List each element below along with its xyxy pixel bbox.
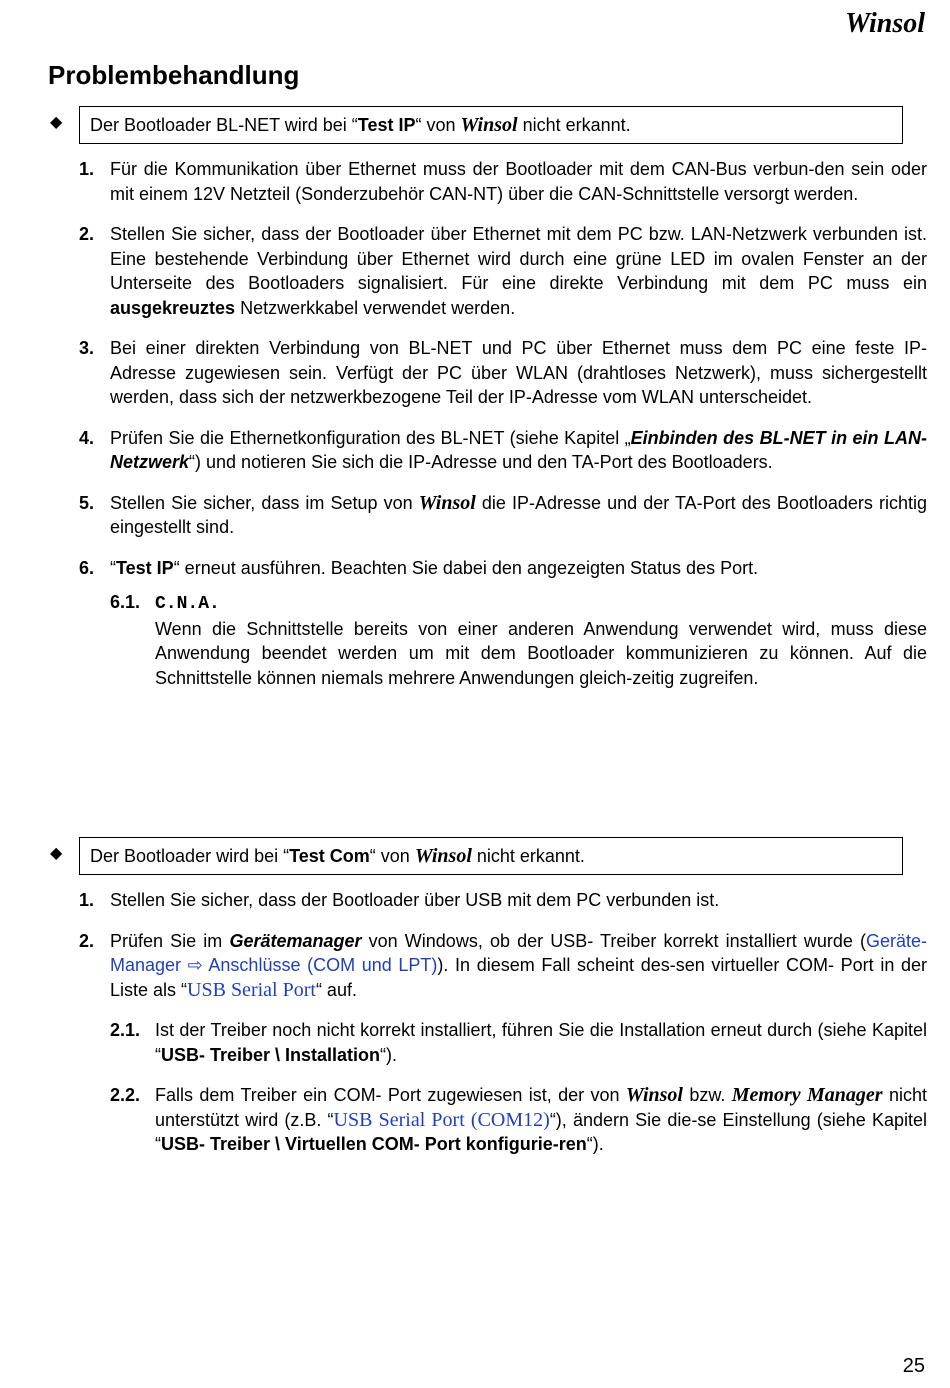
list-item bbox=[79, 888, 927, 913]
sub-item bbox=[110, 1018, 927, 1067]
sub-item-number: 2.1. bbox=[110, 1020, 141, 1040]
sub-item-text: “). bbox=[586, 1134, 604, 1154]
box-bold: Test Com bbox=[289, 846, 370, 866]
list-item bbox=[79, 336, 927, 410]
box-text: “ von bbox=[369, 846, 415, 866]
item-text: die IP-Adresse und der TA-Port des Bootloaders richtig eingestellt sind. bbox=[110, 492, 927, 537]
box-winsol: Winsol bbox=[460, 114, 518, 136]
box-text: nicht erkannt. bbox=[517, 115, 631, 135]
page-number: 25 bbox=[902, 1355, 925, 1377]
item-text: Stellen Sie sicher, dass im Setup von bbox=[110, 492, 419, 513]
troubleshooting-list-ip bbox=[79, 157, 927, 700]
item-number: 5. bbox=[79, 492, 95, 513]
item-text: Netzwerkkabel verwendet werden. bbox=[235, 297, 516, 318]
sub-item bbox=[110, 1083, 927, 1157]
item-text: ). In diesem Fall scheint des-sen virtueller COM- Port in der Liste als “ bbox=[110, 955, 927, 1000]
winsol-name: Winsol bbox=[418, 491, 476, 514]
page-title: Problembehandlung bbox=[48, 60, 300, 90]
troubleshooting-list-com bbox=[79, 888, 927, 1173]
item-number: 6. bbox=[79, 557, 95, 578]
sub-item-number: 6.1. bbox=[110, 592, 141, 612]
item-number: 1. bbox=[79, 890, 95, 910]
item-number: 4. bbox=[79, 427, 95, 448]
status-code: C.N.A. bbox=[155, 594, 220, 614]
box-text: Der Bootloader BL-NET wird bei “ bbox=[90, 115, 358, 135]
sub-item-number: 2.2. bbox=[110, 1085, 141, 1105]
usb-serial-port-label: USB Serial Port bbox=[187, 978, 316, 1001]
brand-logo: Winsol bbox=[845, 8, 925, 39]
sub-item-text: Ist der Treiber noch nicht korrekt installiert, führen Sie die Installation erneut durch (siehe Kapitel “ bbox=[155, 1020, 927, 1065]
memory-manager-name: Memory Manager bbox=[731, 1084, 883, 1106]
usb-serial-port-com12-label: USB Serial Port (COM12) bbox=[333, 1108, 550, 1131]
chapter-reference: Einbinden des BL-NET in ein LAN-Netzwerk bbox=[110, 427, 927, 472]
item-text: Stellen Sie sicher, dass der Bootloader über USB mit dem PC verbunden ist. bbox=[110, 890, 720, 910]
sub-item-text: nicht unterstützt wird (z.B. “ bbox=[155, 1085, 927, 1130]
sub-item bbox=[110, 590, 927, 690]
sub-item-text: Falls dem Treiber ein COM- Port zugewiesen ist, der von bbox=[155, 1085, 626, 1105]
item-text: “ bbox=[110, 557, 116, 578]
item-text: “ erneut ausführen. Beachten Sie dabei den angezeigten Status des Port. bbox=[173, 557, 759, 578]
box-text: nicht erkannt. bbox=[471, 846, 585, 866]
box-text: “ von bbox=[415, 115, 461, 135]
device-manager-term: Gerätemanager bbox=[229, 930, 362, 951]
bullet-diamond-icon: ◆ bbox=[50, 845, 63, 862]
winsol-name: Winsol bbox=[625, 1084, 683, 1106]
issue-box-test-ip bbox=[79, 106, 903, 144]
item-text: Für die Kommunikation über Ethernet muss der Bootloader mit dem CAN-Bus verbun-den sein oder mit einem 12V Netzteil (Sonderzubehör CAN-NT) über die CAN-Schnittstelle versorgt werden. bbox=[110, 159, 927, 204]
box-text: Der Bootloader wird bei “ bbox=[90, 846, 290, 866]
issue-box-test-com bbox=[79, 837, 903, 875]
box-winsol: Winsol bbox=[414, 845, 472, 867]
item-text: Prüfen Sie die Ethernetkonfiguration des BL-NET (siehe Kapitel „ bbox=[110, 427, 631, 448]
item-text: von Windows, ob der USB- Treiber korrekt installiert wurde ( bbox=[361, 930, 866, 951]
sub-item-text: bzw. bbox=[682, 1085, 732, 1105]
device-manager-path: Geräte-Manager ⇨ Anschlüsse (COM und LPT) bbox=[110, 930, 928, 975]
list-item bbox=[79, 556, 927, 691]
chapter-reference: USB- Treiber \ Virtuellen COM- Port konfigurie-ren bbox=[161, 1134, 587, 1154]
item-text: “ auf. bbox=[315, 979, 357, 1000]
item-bold: Test IP bbox=[116, 557, 174, 578]
list-item bbox=[79, 426, 927, 475]
bullet-diamond-icon: ◆ bbox=[50, 114, 63, 131]
sub-item-text: “). bbox=[380, 1044, 398, 1065]
list-item bbox=[79, 222, 927, 320]
item-number: 3. bbox=[79, 338, 95, 358]
list-item bbox=[79, 491, 927, 540]
item-text: Bei einer direkten Verbindung von BL-NET und PC über Ethernet muss dem PC eine feste IP- Adresse zugewiesen sein. Verfügt der PC über WLAN (drahtloses Netzwerk), muss sichergestellt werden, dass sich der netzwerkbezogene Teil der IP-Adresse vom WLAN unterscheidet. bbox=[110, 338, 927, 407]
box-bold: Test IP bbox=[357, 115, 416, 135]
sub-item-text: Wenn die Schnittstelle bereits von einer anderen Anwendung verwendet wird, muss diese Anwendung beendet werden um mit dem Bootloader kommunizieren zu können. Auf die Schnittstelle können niemals mehrere Anwendungen gleich-zeitig zugreifen. bbox=[155, 618, 927, 688]
item-number: 2. bbox=[79, 930, 95, 951]
item-bold: ausgekreuztes bbox=[110, 297, 236, 318]
sub-item-text: “), ändern Sie die-se Einstellung (siehe Kapitel “ bbox=[155, 1109, 927, 1154]
chapter-reference: USB- Treiber \ Installation bbox=[161, 1044, 381, 1065]
item-text: Stellen Sie sicher, dass der Bootloader über Ethernet mit dem PC bzw. LAN-Netzwerk verbunden ist. Eine bestehende Verbindung über Ethernet wird durch eine grüne LED im ovalen Fenster an der Unterseite des Bootloaders signalisiert. Für eine direkte Verbindung mit dem PC muss ein bbox=[110, 224, 927, 293]
item-number: 1. bbox=[79, 159, 95, 179]
item-text: Prüfen Sie im bbox=[110, 930, 230, 951]
item-text: “) und notieren Sie sich die IP-Adresse und den TA-Port des Bootloaders. bbox=[189, 452, 773, 472]
item-number: 2. bbox=[79, 224, 95, 244]
list-item bbox=[79, 929, 927, 1157]
list-item bbox=[79, 157, 927, 206]
